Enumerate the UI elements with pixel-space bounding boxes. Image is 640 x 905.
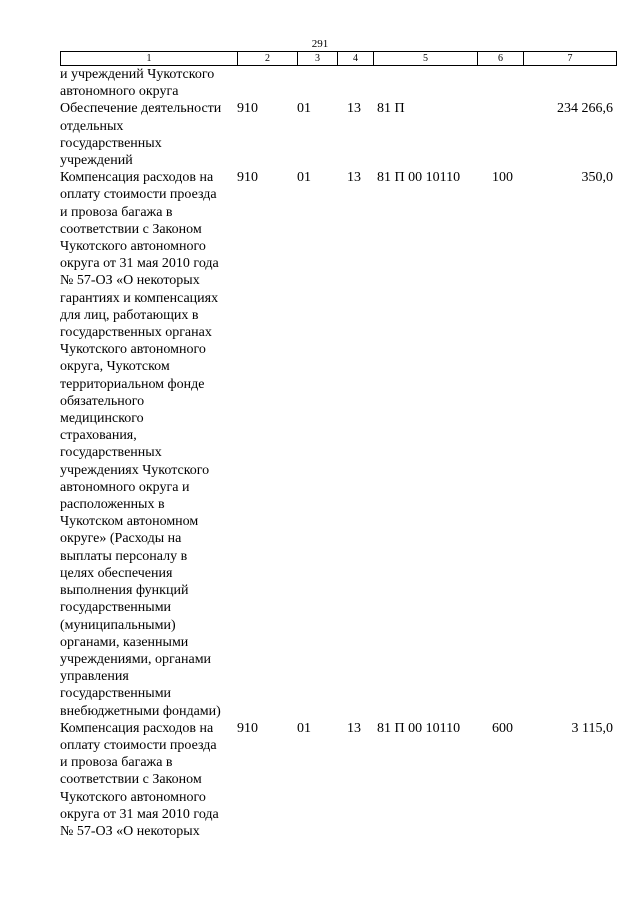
row-subsection: 13 [347, 170, 361, 186]
row-subsection: 13 [347, 720, 361, 736]
row-target-article: 81 П 00 10110 [377, 170, 461, 186]
row-expense-type: 600 [492, 720, 513, 736]
row-section: 01 [297, 101, 311, 117]
table-row [60, 720, 616, 840]
row-target-article [377, 66, 492, 100]
row-section [297, 66, 347, 100]
header-col-5: 5 [374, 52, 478, 66]
header-col-6: 6 [478, 52, 524, 66]
budget-table-body [60, 66, 616, 840]
table-row [60, 66, 616, 100]
row-name: и учреждений Чукотского автономного округа [60, 67, 215, 100]
header-col-2: 2 [238, 52, 298, 66]
row-sum [540, 66, 613, 100]
row-section: 01 [297, 720, 311, 736]
row-grbs [237, 66, 297, 100]
row-name: Компенсация расходов на оплату стоимости проезда и провоза багажа в соответствии с Законом Чукотского автономного округа от 31 мая 2010 года № 57-ОЗ «О некоторых [60, 720, 219, 839]
row-expense-type [492, 100, 540, 169]
header-col-3: 3 [298, 52, 338, 66]
row-grbs: 910 [237, 720, 258, 736]
row-subsection: 13 [347, 101, 361, 117]
row-target-article: 81 П 00 10110 [377, 720, 461, 736]
row-name: Обеспечение деятельности отдельных государственных учреждений [60, 101, 222, 169]
table-row [60, 169, 616, 720]
row-target-article: 81 П [377, 101, 405, 117]
header-col-4: 4 [338, 52, 374, 66]
row-expense-type [492, 66, 540, 100]
header-col-7: 7 [524, 52, 617, 66]
row-grbs: 910 [237, 101, 258, 117]
row-sum: 3 115,0 [571, 720, 613, 736]
row-section: 01 [297, 170, 311, 186]
row-expense-type: 100 [492, 170, 513, 186]
row-subsection [347, 66, 377, 100]
table-row [60, 100, 616, 169]
row-sum: 350,0 [581, 170, 613, 186]
row-sum: 234 266,6 [557, 101, 613, 117]
header-col-1: 1 [61, 52, 238, 66]
page-number: 291 [311, 38, 329, 50]
row-name: Компенсация расходов на оплату стоимости проезда и провоза багажа в соответствии с Законом Чукотского автономного округа от 31 мая 2010 года № 57-ОЗ «О некоторых гарантиях и компенсациях для лиц, работающих в государственных органах Чукотского автономного округа, Чукотском территориальном фонде обязательного медицинского страхования, государственных учреждениях Чукотского автономного округа и расположенных в Чукотском автономном округе» (Расходы на выплаты персоналу в целях обеспечения выполнения функций государственными (муниципальными) органами, казенными учреждениями, органами управления государственными внебюджетными фондами) [60, 170, 221, 719]
row-grbs: 910 [237, 170, 258, 186]
column-number-header [60, 51, 617, 66]
